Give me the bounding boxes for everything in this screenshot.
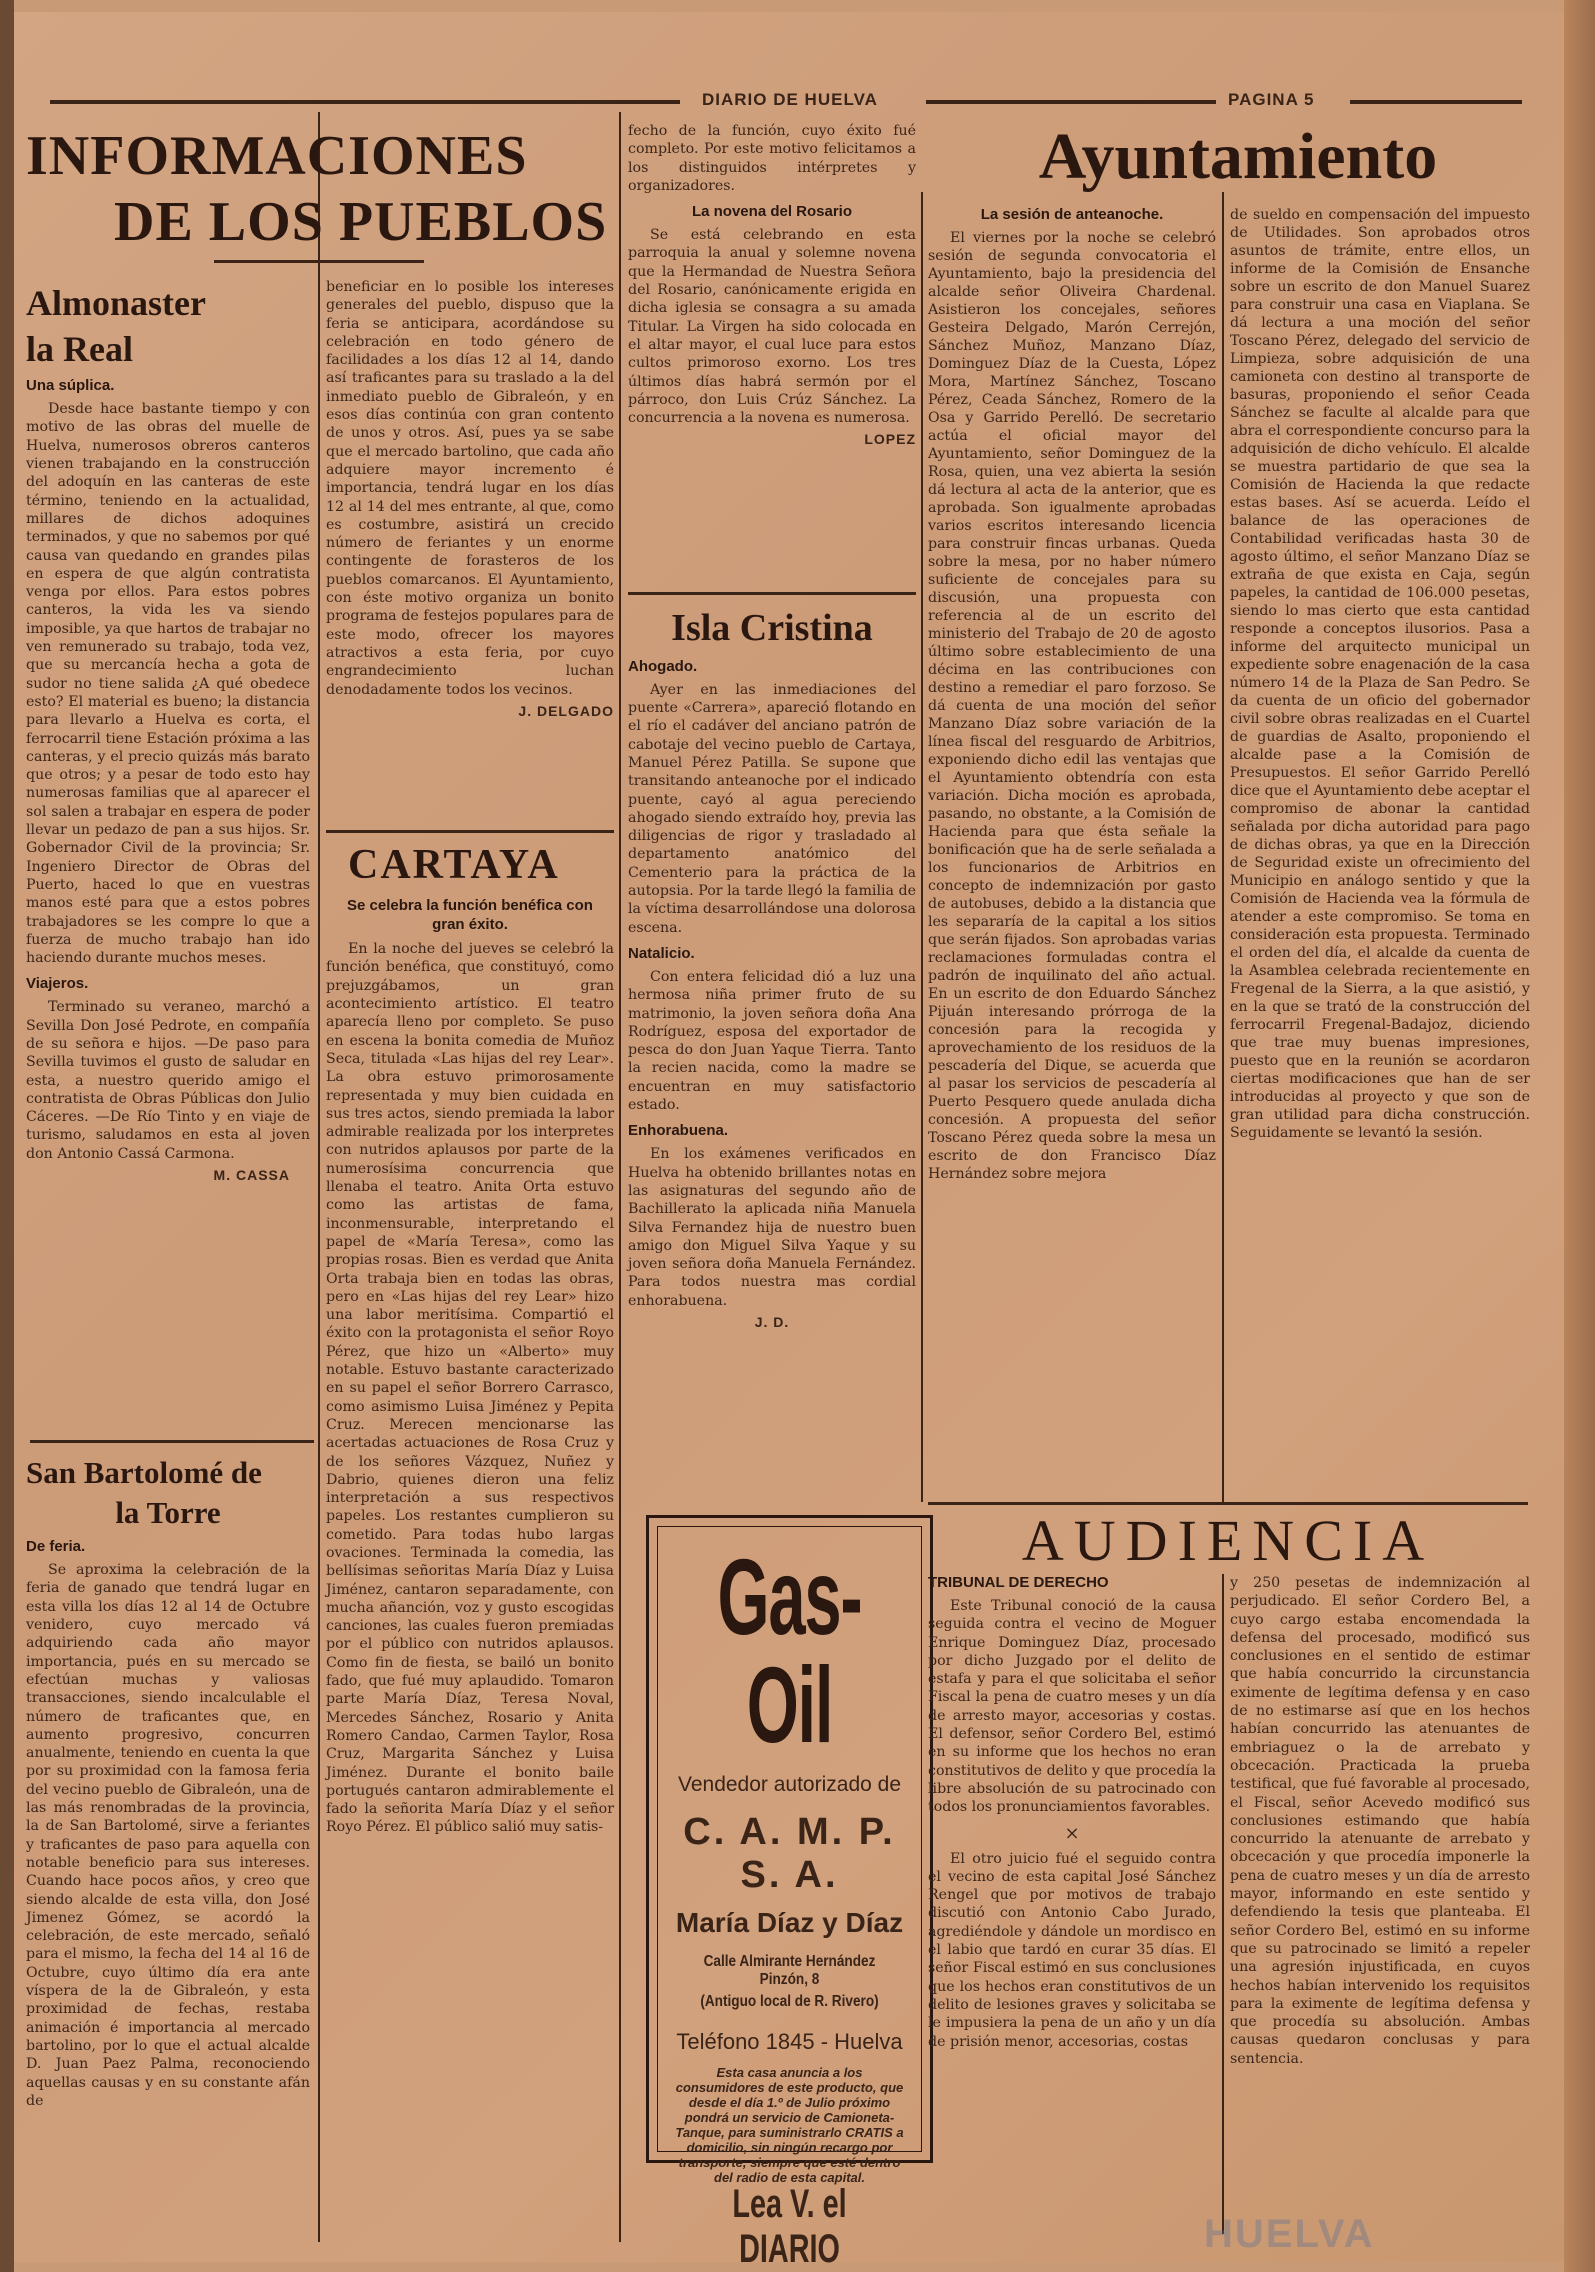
masthead-rule-mid <box>926 100 1216 104</box>
cartaya-continuation <box>628 122 916 587</box>
isla-text1: Ayer en las inmediaciones del puente «Carrera», apareció flotando en el río el cadáver del anciano patrón de cabotaje del vecino pueblo de Cartaya, Manuel Pérez Patilla. Se supone que transitando anteanoche por el indicado puente, cayó al agua pereciendo ahogado siendo extraído hoy, previa las diligencias de rigor y trasladado al departamento anatómico del Cementerio para la práctica de la autopsia. Por la tarde llegó la familia de la víctima desarrollándose una dolorosa escena. <box>628 681 916 936</box>
ad-read-diario: Lea V. el DIARIO <box>732 2182 847 2271</box>
almonaster-title-line1: Almonaster <box>26 283 206 323</box>
cartaya-text: En la noche del jueves se celebró la función benéfica, que constituyó, como prejuzgábamos, un gran acontecimiento artístico. El teatro aparecía lleno por completo. Se puso en escena la bonita comedia de Muñoz Seca, titulada «Las hijas del rey Lear». La obra estuvo primorosamente representada y muy bien cuidada en sus tres actos, siendo premiada la labor admirable realizada por los interpretes con nutridos aplausos por parte de la numerosísima concurrencia que llenaba el teatro. Anita Orta estuvo como las artistas de fama, inconmensurable, interpretando el papel de «María Teresa», como las propias rosas. Bien es verdad que Anita Orta trabaja bien en todas las obras, pero en «Las hijas del rey Lear» hizo una labor meritísima. Compartió el éxito con la protagonista el señor Royo Pérez, que hizo un «Alberto» muy notable. Estuvo bastante caracterizado en su papel el señor Borrero Carrasco, como asimismo Luisa Jiménez y Pepita Cruz. Merecen mencionarse las acertadas actuaciones de Rosa Cruz y de los señores Vázquez, Nuñez y Dabrio, quienes dieron una feliz interpretación a sus respectivos papeles. Los restantes cumplieron su cometido. Para todas hubo largas ovaciones. Terminada la comedia, las bellísimas señoritas María Díaz y Luisa Jiménez, cantaron separadamente, con mucha añanción, voz y gusto escogidas canciones, las cuales fueron premiadas por el público con nutridos aplausos. Como fin de fiesta, se bailó un bonito fado, que fué muy aplaudido. Tomaron parte María Díaz, Teresa Noval, Mercedes Sánchez, Rosario y Anita Romero Candao, Carmen Taylor, Rosa Cruz, Margarita Sánchez y Luisa Jiménez. Durante el bonito baile portugués cantaron admirablemente el fado la señorita María Díaz y el señor Royo Pérez. El público salió muy satis- <box>326 941 614 1836</box>
ayuntamiento-header <box>928 120 1548 204</box>
archive-watermark: HUELVA <box>1204 2212 1375 2256</box>
ad-address: Calle Almirante Hernández Pinzón, 8 <box>703 1953 876 1988</box>
isla-signature: J. D. <box>754 1314 790 1330</box>
bartolome-text: Se aproxima la celebración de la feria de ganado que tendrá lugar en esta villa los días 12 al 14 de Octubre venidero, cuyo mercado vá adquiriendo cada año mayor importancia, pués en su mercado se efectúan muchas y valiosas transacciones, siendo incalculable el número de traficantes que, en aumento progresivo, concurren anualmente, teniendo en cuenta la que por su proximidad con la famosa feria del vecino pueblo de Gibraleón, una de las más renombradas de la provincia, la de San Bartolomé, sirve a feriantes y traficantes de paso para aquella con notable beneficio para sus intereses. Cuando hace pocos años, y creo que siendo alcalde de esta villa, don José Jimenez Gómez, se acordó la celebración, de este mercado, señaló para el mismo, la fecha del 14 al 16 de Octubre, cuyo último día era ante víspera de la de Gibraleón, y esta proximidad de fechas, restaba animación é importancia al mercado bartolino, por lo que el actual alcalde D. Juan Paez Palma, reconociendo aquellas causas y en su constante afán de <box>26 1562 310 2109</box>
page-edge <box>1564 0 1595 2272</box>
ad-footer <box>646 2164 933 2271</box>
audiencia-text3: y 250 pesetas de indemnización al perjudicado. El señor Cordero Bel, a cuyo cargo estaba encomendada la defensa del procesado, modificó sus conclusiones en el sentido de estimar que había concurrido la circunstancia eximente de legítima defensa y en caso de no estimarse así que en los hechos habían concurrido las atenuantes de embriaguez o la de arrebato y obcecación. Practicada la prueba testifical, que fué favorable al procesado, el Fiscal, señor Acevedo modificó sus conclusiones estimando que había concurrido la atenuante de arrebato y obcecación y que procedía imponerle la pena de cuatro meses y un día de arresto mayor, informando en este sentido y defendiendo la tesis que planteaba. El señor Cordero Bel, estimó en su informe que su patrocinado se limitó a repeler una agresión injustificada, en cuyos hechos habían intervenido los requisitos para la eximente de legítima defensa y que procedía su absolución. Ambas causas quedaron conclusas y para sentencia. <box>1230 1575 1530 2067</box>
isla-article <box>628 608 916 1498</box>
isla-top-rule <box>628 592 916 595</box>
newspaper-page <box>14 12 1564 2271</box>
rosario-text: Se está celebrando en esta parroquia la anual y solemne novena que la Hermandad de Nuestra Señora del Rosario, canónicamente erigida en dicha iglesia se consagra a su amada Titular. La Virgen ha sido colocada en el altar mayor, el cual luce para estos cultos primoroso exorno. Los tres últimos días habrá sermón por el párroco, don Luis Crúz Sánchez. La concurrencia a la novena es numerosa. <box>628 227 916 427</box>
audiencia-continuation <box>1230 1574 1530 2242</box>
isla-text2: Con entera felicidad dió a luz una hermosa niña primer fruto de su matrimonio, la joven señora doña Ana Rodríguez, esposa del exportador de pesca do don Juan Yaque Tierra. Tanto la recien nacida, como la madre se encuentran en muy satisfactorio estado. <box>628 968 916 1114</box>
column-rule-1 <box>318 112 320 2242</box>
ayuntamiento-continuation <box>1230 206 1530 1496</box>
isla-text3: En los exámenes verificados en Huelva ha obtenido brillantes notas en las asignaturas del segundo año de Bachillerato la aplicada niña Manuela Silva Fernandez hija de nuestro buen amigo don Miguel Silva Yaque y su joven señora doña Manuela Fernández. Para todos nuestra mas cordial enhorabuena. <box>628 1146 916 1309</box>
pueblos-title-line2: DE LOS PUEBLOS <box>114 191 608 253</box>
masthead-rule-right <box>1350 100 1522 104</box>
masthead-rule-left <box>50 100 680 104</box>
bartolome-article <box>26 1456 310 2236</box>
ayuntamiento-article <box>928 206 1216 1496</box>
bartolome-top-rule <box>30 1440 314 1443</box>
ad-address-note: (Antiguo local de R. Rivero) <box>700 1993 879 2010</box>
bartolome-sub: De feria. <box>26 1538 86 1556</box>
ad-service-note: Esta casa anuncia a los consumidores de este producto, que desde el día 1.º de Julio próximo pondrá un servicio de Camioneta-Tanque, para suministrarlo CRATIS a domicilio, sin ningún recargo por transporte, siempre que esté dentro del radio de esta capital. <box>675 2065 904 2185</box>
cartaya-article <box>326 842 614 2242</box>
almonaster-title-line2: la Real <box>26 328 133 369</box>
audiencia-title: AUDIENCIA <box>1021 1508 1435 1573</box>
audiencia-header <box>928 1508 1528 1574</box>
ad-vendor-line: Vendedor autorizado de <box>677 1773 901 1796</box>
paper-name: DIARIO DE HUELVA <box>702 90 878 109</box>
cartaya-sub: Se celebra la función benéfica con gran éxito. <box>347 897 593 934</box>
audiencia-sub: TRIBUNAL DE DERECHO <box>928 1574 1109 1591</box>
bartolome-continuation-text: beneficiar en lo posible los intereses generales del pueblo, dispuso que la feria se anticipara, acordándose su celebración en todo género de facilidades a los días 12 al 14, dando así traficantes para su traslado a la del inmediato pueblo de Gibraleón, y en esos días continúa con gran contento de unos y otros. Así, pues ya se sabe que el mercado bartolino, que cada año adquiere mayor incremento é importancia, tendrá lugar en los días 12 al 14 del mes entrante, al que, como es costumbre, asistirá un crecido número de feriantes y un enorme contingente de forasteros de los pueblos comarcanos. El Ayuntamiento, con éste motivo organiza un bonito programa de festejos populares para de este modo, ofrecer los mayores atractivos a esta feria, por cuyo engrandecimiento luchan denodadamente todos los vecinos. <box>326 279 614 698</box>
pueblos-header <box>26 125 616 288</box>
ad-seller-name: María Díaz y Díaz <box>675 1907 904 1938</box>
rosario-sub: La novena del Rosario <box>691 203 853 221</box>
gasoil-advertisement <box>646 1515 933 2185</box>
cartaya-title: CARTAYA <box>348 842 560 888</box>
almonaster-article <box>26 284 310 1414</box>
isla-title: Isla Cristina <box>671 607 873 649</box>
pueblos-title-line1: INFORMACIONES <box>26 125 528 187</box>
audiencia-text2: El otro juicio fué el seguido contra el vecino de esta capital José Sánchez Rengel que por motivos de trabajo discutió con Antonio Cabo Jurado, agrediéndole y dándole un mordisco en el labio que tardó en curar 35 días. El señor Fiscal estimó en sus conclusiones que los hechos eran constitutivos de un delito de lesiones graves y solicitaba se le impusiera la pena de un año y un día de prisión menor, accesorias, costas <box>928 1850 1216 2050</box>
page-binding <box>0 0 14 2272</box>
audiencia-top-rule <box>928 1502 1528 1505</box>
isla-sub3: Enhorabuena. <box>628 1122 729 1140</box>
bartolome-title-line2: la Torre <box>115 1495 221 1531</box>
ayuntamiento-text2: de sueldo en compensación del impuesto de Utilidades. Son aprobados otros asuntos de trámite, entre ellos, un informe de la Comisión de Ensanche sobre un escrito de don Manuel Suarez para construir una casa en Viaplana. Se dá lectura a una moción del señor Toscano Pérez, delegado del servicio de Limpieza, sobre adquisición de una camioneta con destino al transporte de basuras, proponiendo el señor Ceada Sánchez se faculte al alcalde para que abra el correspondiente concurso para la adquisición de dicho vehículo. El alcalde se muestra partidario de que sea la Comisión de Hacienda la que redacte estas bases. Así se acuerda. Leído el balance de las operaciones de Contabilidad verificadas hasta 30 de agosto último, el señor Manzano Díaz se extraña de que exista en Caja, según papeles, la cantidad de 106.000 pesetas, siendo lo mas cierto que esta cantidad responde a conceptos ilusorios. Pasa a informe del arquitecto municipal un expediente sobre enagenación de la casa número 14 de la Plaza de San Pedro. Se da cuenta de un oficio del gobernador civil sobre obras realizadas en el Cuartel de guardias de Asalto, proponiendo el alcalde pase a la Comisión de Presupuestos. El señor Garrido Perelló dice que el Ayuntamiento debe aceptar el compromiso de abonar la cantidad señalada por dicha autoridad para pago de dichas obras, ya que en la Dirección de Seguridad existe un ofrecimiento del Municipio en análogo sentido y que la Comisión de Hacienda vea la fórmula de atender a este compromiso. Se toma en consideración esta propuesta. Terminado el orden del día, el alcalde da cuenta de la Asamblea celebrada recientemente en Fregenal de la Sierra, a la que asistió, y en la que se trató de la construcción del ferrocarril Fregenal-Badajoz, diciendo que trae muy buenas impresiones, puesto que en la reunión se acordaron ciertas modificaciones que han de ser introducidas al proyecto y que son de gran utilidad para dicha construcción. Seguidamente se levantó la sesión. <box>1230 207 1530 1141</box>
page-number: PAGINA 5 <box>1228 90 1315 109</box>
ad-inner-frame <box>657 1526 922 2185</box>
cartaya-continuation-text: fecho de la función, cuyo éxito fué completo. Por este motivo felicitamos a los distinguidos intérpretes y organizadores. <box>628 123 916 194</box>
almonaster-sub2: Viajeros. <box>26 975 89 993</box>
ayuntamiento-text: El viernes por la noche se celebró sesión de segunda convocatoria el Ayuntamiento, bajo la presidencia del alcalde señor Oliveira Chardenal. Asistieron los concejales, señores Gesteira Delgado, Marón Cerrejón, Sánchez Muñoz, Manzano Díaz, Dominguez Díaz de la Cuesta, López Mora, Martínez Sánchez, Toscano Pérez, Ceada Sánchez, Romero de la Osa y Garrido Perelló. De secretario actúa el oficial mayor del Ayuntamiento, señor Dominguez de la Rosa, quien, una vez abierta la sesión dá lectura al acta de la anterior, que es aprobada. Son igualmente aprobadas varios escritos interesando licencia para construir fincas urbanas. Queda sobre la mesa, por no haber número suficiente de concejales para su discusión, una propuesta con referencia al de un escrito del ministerio del Trabajo de 20 de agosto último sobre establecimiento de una décima en las contribuciones con destino a remediar el paro forzoso. Se dá cuenta de una moción del señor Manzano Díaz sobre variación de la línea fiscal del resguardo de Arbitrios, exponiendo dicho edil las ventajas que el Ayuntamiento obtendría con esta variación. Dicha moción es aprobada, pasando, no obstante, a la Comisión de Hacienda para que ésta señale la bonificación que ha de serle señalada a los funcionarios de Arbitrios en concepto de indemnización por gasto de autobuses, debido a la distancia que les separaría de la capital a los sitios que serán fijados. Son aprobadas varias reclamaciones formuladas contra el padrón de inquilinato del año actual. En un escrito de don Eduardo Sánchez Pijuán interesando prórroga de la concesión para la recogida y aprovechamiento de los residuos de la pescadería del Dique, se acuerda que al pasar los servicios de pescadería al Puerto Pesquero quede anulada dicha concesión. A propuesta del señor Toscano Pérez queda sobre la mesa un escrito de don Francisco Díaz Hernández sobre mejora <box>928 230 1216 1182</box>
audiencia-separator: × <box>1064 1822 1080 1844</box>
bartolome-continuation <box>326 278 614 823</box>
column-rule-4 <box>1222 192 1224 1502</box>
almonaster-text1: Desde hace bastante tiempo y con motivo de las obras del muelle de Huelva, numerosos obreros canteros vienen trabajando en la construcción del adoquín en las canteras de este término, teniendo en la actualidad, millares de dichos adoquines terminados, y que no sabemos por qué causa van quedando en grandes pilas en espera de que algún contratista venga por ellos. Para estos pobres canteros, la vida les va siendo imposible, ya que hartos de trabajar no ven remunerado su trabajo, toda vez, que su mercancía hecha a gota de sudor no tiene salida ¿A qué obedece esto? El material es bueno; la distancia para llevarlo a Huelva es corta, el ferrocarril tiene Estación próxima a las canteras, y el precio quizás más barato que otros; y a pesar de todo esto hay numerosas familias que al aparecer el sol salen a trabajar en espera de poder llevar un pedazo de pan a sus hijos. Sr. Gobernador Civil de la provincia; Sr. Ingeniero Director de Obras del Puerto, haced lo que en vuestras manos esté para que a estos pobres trabajadores se les compre lo que a fuerza de mucho trabajo han ido haciendo durante muchos meses. <box>26 401 310 967</box>
delgado-signature: J. DELGADO <box>518 702 614 719</box>
masthead <box>50 90 1520 114</box>
isla-sub2: Natalicio. <box>628 944 695 962</box>
audiencia-column-rule <box>1222 1574 1224 2234</box>
ad-brand: Gas-Oil <box>717 1536 862 1765</box>
lopez-signature: LOPEZ <box>864 431 916 448</box>
cartaya-top-rule <box>326 830 614 833</box>
ayuntamiento-title: Ayuntamiento <box>1038 120 1438 193</box>
ad-campsa: C. A. M. P. S. A. <box>683 1811 896 1896</box>
audiencia-text: Este Tribunal conoció de la causa seguida contra el vecino de Moguer Enrique Dominguez Díaz, procesado por dicho Juzgado por el delito de estafa y para el que solicitaba el señor Fiscal la pena de cuatro meses y un día de arresto mayor, accesorias y costas. El defensor, señor Cordero Bel, estimó en su informe que los hechos no eran constitutivos de delito y que procedía la libre absolución de su patrocinado con todos los pronunciamientos favorables. <box>928 1598 1216 1816</box>
almonaster-sub1: Una súplica. <box>26 377 115 395</box>
isla-sub1: Ahogado. <box>628 657 698 675</box>
column-rule-2 <box>619 112 621 2242</box>
bartolome-title-line1: San Bartolomé de <box>26 1455 262 1490</box>
ad-telephone: Teléfono 1845 - Huelva <box>676 2029 903 2054</box>
audiencia-article <box>928 1574 1216 2242</box>
column-rule-3 <box>921 192 923 1502</box>
ayuntamiento-sub: La sesión de anteanoche. <box>980 206 1164 223</box>
pueblos-title-rule <box>214 260 424 263</box>
almonaster-signature: M. CASSA <box>213 1167 290 1184</box>
almonaster-text2: Terminado su veraneo, marchó a Sevilla Don José Pedrote, en compañía de su señora e hijos. —De paso para Sevilla tuvimos el gusto de saludar en esta, a nuestro querido amigo el contratista de Obras Públicas don Julio Cáceres. —De Río Tinto y en viaje de turismo, saludamos en esta al joven don Antonio Cassá Carmona. <box>26 999 310 1162</box>
